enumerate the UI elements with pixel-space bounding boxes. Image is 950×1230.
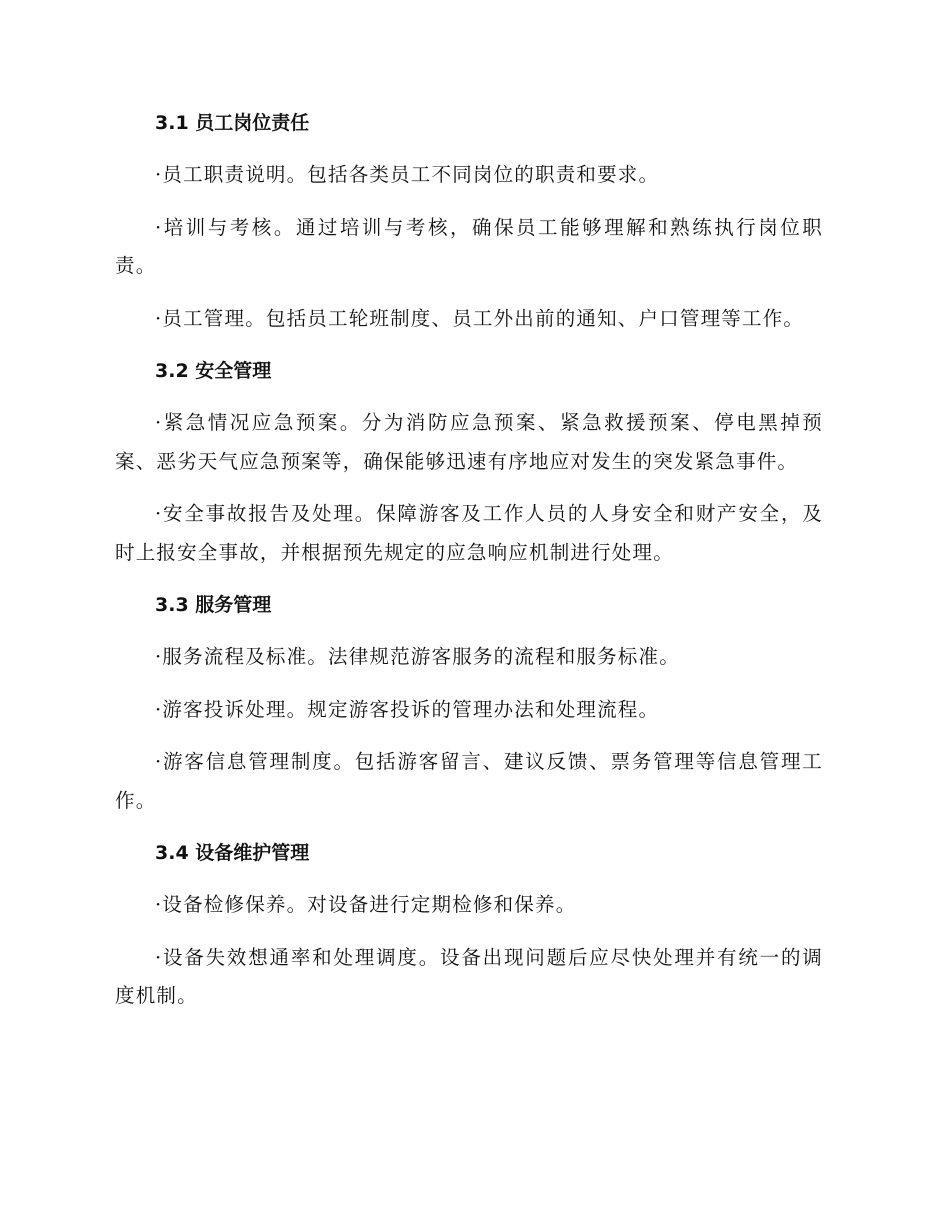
- section-3-3-item-2: ·游客投诉处理。规定游客投诉的管理办法和处理流程。: [155, 697, 660, 721]
- section-3-4-item-1: ·设备检修保养。对设备进行定期检修和保养。: [155, 893, 577, 916]
- section-3-3-item-1: ·服务流程及标准。法律规范游客服务的流程和服务标准。: [155, 645, 680, 668]
- section-heading-3-2: 3.2 安全管理: [155, 360, 272, 382]
- section-3-2-item-1: ·紧急情况应急预案。分为消防应急预案、紧急救援预案、停电黑掉预案、恶劣天气应急预案等，确保能够迅速有序地应对发生的突发紧急事件。: [115, 411, 823, 473]
- section-3-1-item-3: ·员工管理。包括员工轮班制度、员工外出前的通知、户口管理等工作。: [155, 306, 805, 330]
- section-3-1-item-2: ·培训与考核。通过培训与考核，确保员工能够理解和熟练执行岗位职责。: [115, 215, 823, 277]
- section-heading-3-4: 3.4 设备维护管理: [155, 842, 310, 864]
- section-heading-3-1: 3.1 员工岗位责任: [155, 112, 310, 134]
- section-3-1-item-1: ·员工职责说明。包括各类员工不同岗位的职责和要求。: [155, 163, 660, 186]
- section-3-2-item-2: ·安全事故报告及处理。保障游客及工作人员的人身安全和财产安全，及时上报安全事故，并根据预先规定的应急响应机制进行处理。: [115, 502, 823, 564]
- document-body: [115, 104, 823, 1030]
- section-3-3-item-3: ·游客信息管理制度。包括游客留言、建议反馈、票务管理等信息管理工作。: [115, 750, 823, 812]
- section-heading-3-3: 3.3 服务管理: [155, 594, 272, 616]
- section-3-4-item-2: ·设备失效想通率和处理调度。设备出现问题后应尽快处理并有统一的调度机制。: [115, 945, 823, 1007]
